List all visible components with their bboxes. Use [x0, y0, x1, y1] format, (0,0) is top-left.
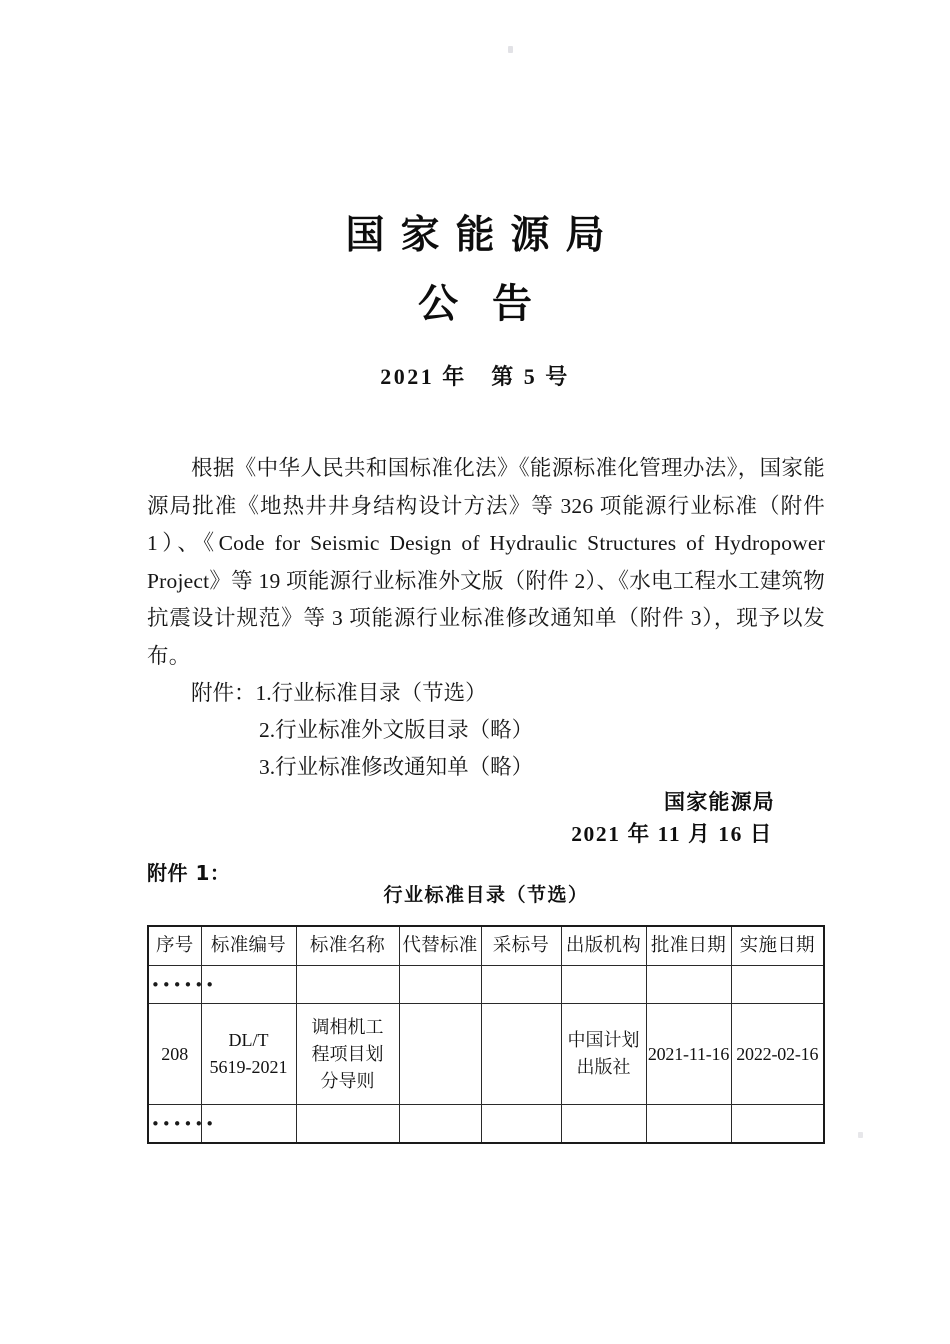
attachment-list [147, 675, 825, 786]
standard-name-line-2: 程项目划 [311, 1043, 384, 1064]
standard-name-line-3: 分导则 [320, 1070, 375, 1091]
table-row [148, 1004, 824, 1105]
table-header-standard-name: 标准名称 [296, 926, 399, 966]
masthead-document-type: 公告 [418, 281, 566, 327]
publisher-line-1: 中国计划 [567, 1030, 640, 1050]
table-row [148, 966, 824, 1004]
attachment-item-3: 3.行业标准修改通知单（略） [259, 755, 534, 779]
table-cell-empty [731, 1105, 824, 1144]
table-header-adopted-number: 采标号 [481, 926, 561, 966]
body-paragraph: 根据《中华人民共和国标准化法》《能源标准化管理办法》，国家能源局批准《地热井井身结构设计方法》等 326 项能源行业标准（附件 1）、《Code for Seismic Design of Hydraulic Structures of Hydropower Project》等 19 项能源行业标准外文版（附件 2）、《水电工程水工建筑物抗震设计规范》等 3 项能源行业标准修改通知单（附件 3），现予以发布。 [147, 456, 825, 668]
ellipsis-dots: •••••• [151, 976, 217, 994]
table-cell-approval-date: 2021-11-16 [646, 1004, 731, 1105]
table-cell-empty [296, 1105, 399, 1144]
table-row [148, 1105, 824, 1144]
table-cell-standard-code [201, 1004, 296, 1105]
table-header-standard-code: 标准编号 [201, 926, 296, 966]
table-cell-ellipsis-top [148, 966, 217, 1004]
table-cell-replaced-standard [399, 1004, 481, 1105]
attachment-one-label: 附件 1： [147, 861, 231, 885]
standard-name-line-1: 调相机工 [311, 1016, 384, 1037]
signature-organization: 国家能源局 [664, 790, 775, 814]
scan-artifact-lower-icon [858, 1132, 863, 1138]
table-cell-index: 208 [148, 1004, 201, 1105]
ellipsis-dots: •••••• [151, 1115, 217, 1133]
table-header-replaced-standard: 代替标准 [399, 926, 481, 966]
table-cell-empty [646, 1105, 731, 1144]
standards-table [147, 925, 825, 1144]
masthead-organization: 国家能源局 [345, 213, 621, 258]
table-header-row [148, 926, 824, 966]
table-cell-empty [296, 966, 399, 1004]
table-cell-empty [561, 1105, 646, 1144]
document-number: 2021 年 第 5 号 [380, 364, 570, 389]
table-cell-empty [561, 966, 646, 1004]
table-cell-empty [481, 1105, 561, 1144]
table-header-index: 序号 [148, 926, 201, 966]
table-cell-standard-name [296, 1004, 399, 1105]
attachment-item-1: 附件：1.行业标准目录（节选） [191, 681, 487, 705]
table-cell-empty [399, 966, 481, 1004]
body-block [147, 450, 825, 675]
standard-code-line-1: DL/T [228, 1030, 269, 1050]
table-cell-empty [399, 1105, 481, 1144]
signature-date: 2021 年 11 月 16 日 [571, 822, 773, 846]
table-header-effective-date: 实施日期 [731, 926, 824, 966]
signature-block [0, 787, 775, 851]
table-cell-empty [481, 966, 561, 1004]
attachment-item-2: 2.行业标准外文版目录（略） [259, 718, 534, 742]
table-cell-empty [646, 966, 731, 1004]
table-header-publisher: 出版机构 [561, 926, 646, 966]
table-cell-publisher [561, 1004, 646, 1105]
table-cell-ellipsis-bottom [148, 1105, 217, 1144]
table-cell-empty [731, 966, 824, 1004]
standard-code-line-2: 5619-2021 [209, 1057, 288, 1077]
publisher-line-2: 出版社 [576, 1057, 631, 1077]
scan-artifact-icon [508, 46, 513, 53]
standards-table-title: 行业标准目录（节选） [383, 884, 589, 906]
table-cell-effective-date: 2022-02-16 [731, 1004, 824, 1105]
table-cell-adopted-number [481, 1004, 561, 1105]
table-header-approval-date: 批准日期 [646, 926, 731, 966]
